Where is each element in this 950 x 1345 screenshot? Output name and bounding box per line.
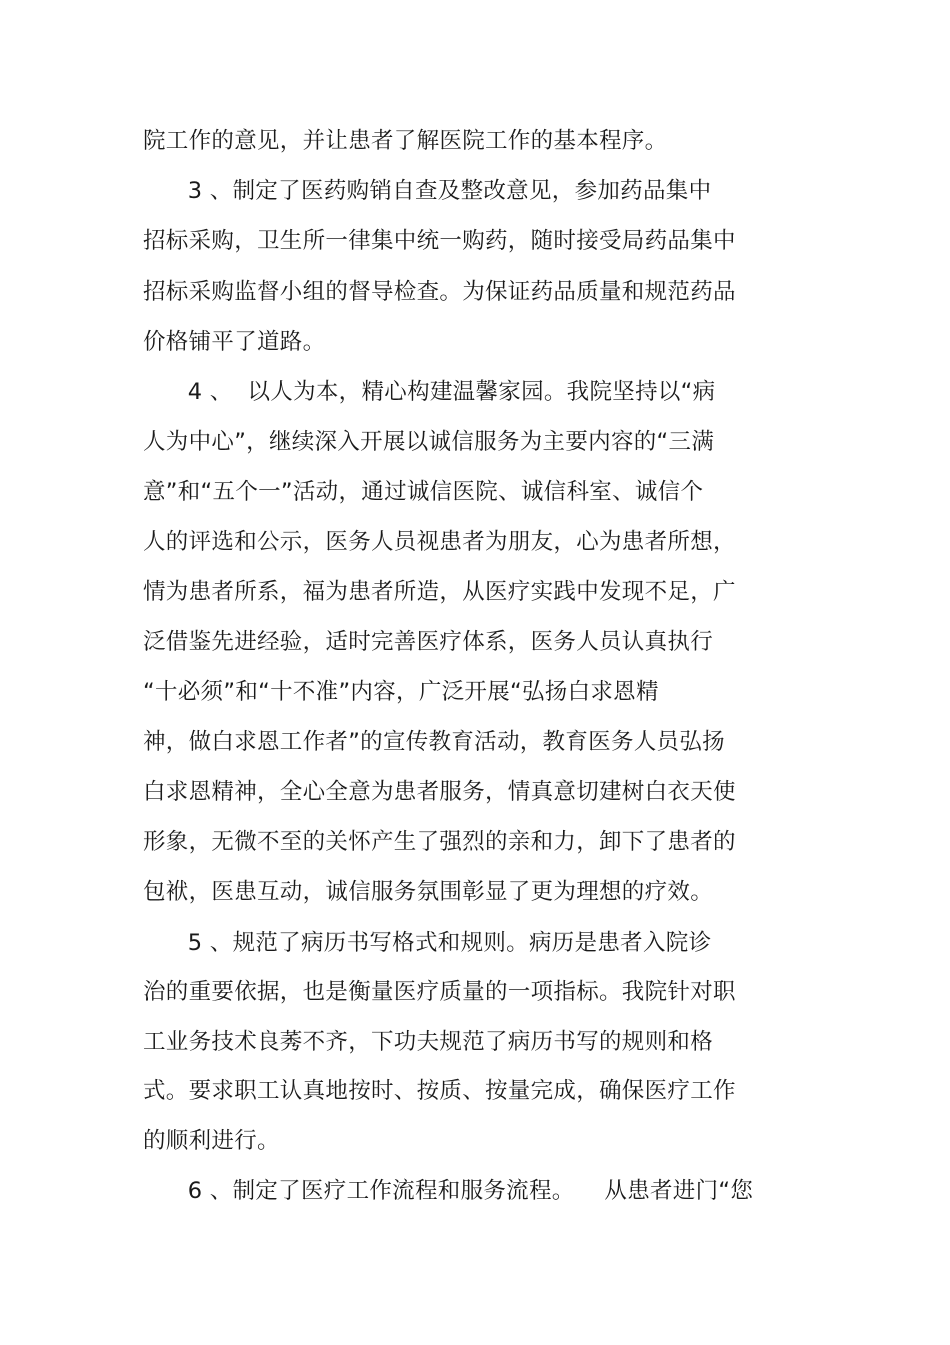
text-line: 价格铺平了道路。 (143, 329, 326, 355)
text-line: 的顺利进行。 (143, 1128, 280, 1154)
text-line: 泛借鉴先进经验，适时完善医疗体系，医务人员认真执行 (143, 629, 714, 655)
text-line: 式。要求职工认真地按时、按质、按量完成，确保医疗工作 (143, 1078, 736, 1104)
text-line: 神，做白求恩工作者”的宣传教育活动，教育医务人员弘扬 (143, 729, 725, 755)
text-line: 5 、规范了病历书写格式和规则。病历是患者入院诊 (143, 930, 712, 956)
text-line: “十必须”和“十不准”内容，广泛开展“弘扬白求恩精 (143, 679, 659, 705)
text-line: 招标采购监督小组的督导检查。为保证药品质量和规范药品 (143, 279, 736, 305)
text-line: 人为中心”，继续深入开展以诚信服务为主要内容的“三满 (143, 429, 715, 455)
text-line: 白求恩精神，全心全意为患者服务，情真意切建树白衣天使 (143, 779, 736, 805)
text-line: 治的重要依据，也是衡量医疗质量的一项指标。我院针对职 (143, 979, 736, 1005)
text-line: 形象，无微不至的关怀产生了强烈的亲和力，卸下了患者的 (143, 829, 736, 855)
text-line: 4 、 以人为本，精心构建温馨家园。我院坚持以“病 (143, 379, 716, 405)
text-line: 人的评选和公示，医务人员视患者为朋友，心为患者所想， (143, 529, 736, 555)
text-line: 意”和“五个一”活动，通过诚信医院、诚信科室、诚信个 (143, 479, 704, 505)
text-line: 包袱，医患互动，诚信服务氛围彰显了更为理想的疗效。 (143, 879, 714, 905)
text-line: 工业务技术良莠不齐，下功夫规范了病历书写的规则和格 (143, 1029, 714, 1055)
text-line: 6 、制定了医疗工作流程和服务流程。 从患者进门“您 (143, 1178, 754, 1204)
text-line: 院工作的意见，并让患者了解医院工作的基本程序。 (143, 128, 668, 154)
text-line: 情为患者所系，福为患者所造，从医疗实践中发现不足，广 (143, 579, 736, 605)
text-line: 招标采购，卫生所一律集中统一购药，随时接受局药品集中 (143, 228, 736, 254)
text-line: 3 、制定了医药购销自查及整改意见，参加药品集中 (143, 178, 712, 204)
